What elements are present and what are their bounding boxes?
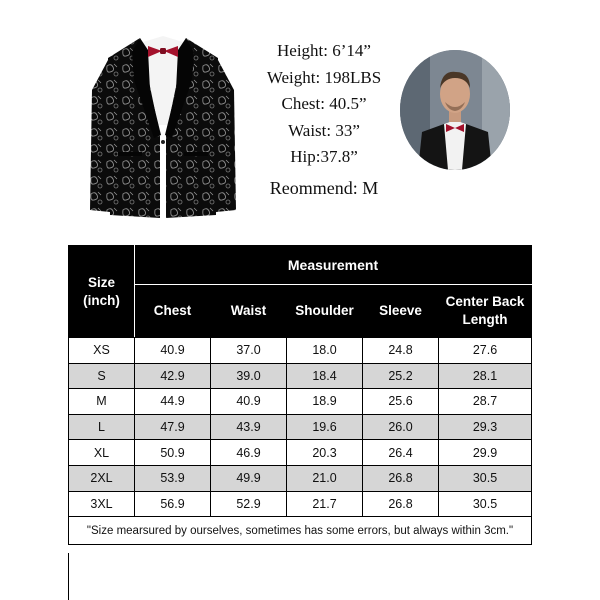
size-cell: XS (69, 338, 135, 364)
value-cell: 30.5 (439, 491, 532, 517)
value-cell: 30.5 (439, 465, 532, 491)
column-header-sleeve: Sleeve (363, 285, 439, 338)
value-cell: 47.9 (135, 414, 211, 440)
value-cell: 21.0 (287, 465, 363, 491)
value-cell: 26.0 (363, 414, 439, 440)
spec-hip: Hip:37.8” (290, 147, 358, 166)
value-cell: 24.8 (363, 338, 439, 364)
table-row (69, 389, 532, 415)
value-cell: 29.3 (439, 414, 532, 440)
measurement-header: Measurement (135, 246, 532, 285)
value-cell: 18.4 (287, 363, 363, 389)
table-row (69, 465, 532, 491)
size-column-header (69, 246, 135, 338)
spec-recommend: Reommend: M (269, 177, 379, 198)
size-cell: L (69, 414, 135, 440)
column-header-waist: Waist (211, 285, 287, 338)
value-cell: 52.9 (211, 491, 287, 517)
column-header-chest: Chest (135, 285, 211, 338)
size-cell: XL (69, 440, 135, 466)
table-row (69, 338, 532, 364)
value-cell: 18.9 (287, 389, 363, 415)
table-row (69, 363, 532, 389)
value-cell: 40.9 (135, 338, 211, 364)
spec-chest: Chest: 40.5” (281, 94, 367, 113)
table-row (69, 491, 532, 517)
size-cell: 3XL (69, 491, 135, 517)
size-disclaimer-note: "Size mearsured by ourselves, sometimes has some errors, but always within 3cm." (69, 517, 532, 545)
size-cell: 2XL (69, 465, 135, 491)
value-cell: 21.7 (287, 491, 363, 517)
value-cell: 27.6 (439, 338, 532, 364)
size-cell: M (69, 389, 135, 415)
size-header-line1: Size (87, 274, 115, 290)
value-cell: 53.9 (135, 465, 211, 491)
value-cell: 28.7 (439, 389, 532, 415)
value-cell: 18.0 (287, 338, 363, 364)
size-chart-table (68, 245, 532, 545)
size-cell: S (69, 363, 135, 389)
column-header-shoulder: Shoulder (287, 285, 363, 338)
value-cell: 37.0 (211, 338, 287, 364)
value-cell: 50.9 (135, 440, 211, 466)
divider-line (68, 553, 69, 600)
value-cell: 29.9 (439, 440, 532, 466)
value-cell: 26.8 (363, 491, 439, 517)
value-cell: 25.6 (363, 389, 439, 415)
value-cell: 49.9 (211, 465, 287, 491)
value-cell: 39.0 (211, 363, 287, 389)
spec-waist: Waist: 33” (288, 120, 360, 140)
value-cell: 26.4 (363, 440, 439, 466)
table-row (69, 440, 532, 466)
value-cell: 19.6 (287, 414, 363, 440)
value-cell: 56.9 (135, 491, 211, 517)
value-cell: 25.2 (363, 363, 439, 389)
table-row (69, 414, 532, 440)
spec-height: Height: 6’14” (277, 41, 371, 60)
value-cell: 40.9 (211, 389, 287, 415)
value-cell: 28.1 (439, 363, 532, 389)
value-cell: 42.9 (135, 363, 211, 389)
value-cell: 44.9 (135, 389, 211, 415)
jacket-image (88, 30, 238, 220)
value-cell: 46.9 (211, 440, 287, 466)
model-portrait (400, 50, 510, 170)
size-header-line2: (inch) (83, 292, 120, 308)
value-cell: 26.8 (363, 465, 439, 491)
model-specs (254, 38, 394, 201)
value-cell: 43.9 (211, 414, 287, 440)
spec-weight: Weight: 198LBS (266, 67, 382, 87)
value-cell: 20.3 (287, 440, 363, 466)
column-header-center-back-length: Center Back Length (439, 285, 532, 338)
